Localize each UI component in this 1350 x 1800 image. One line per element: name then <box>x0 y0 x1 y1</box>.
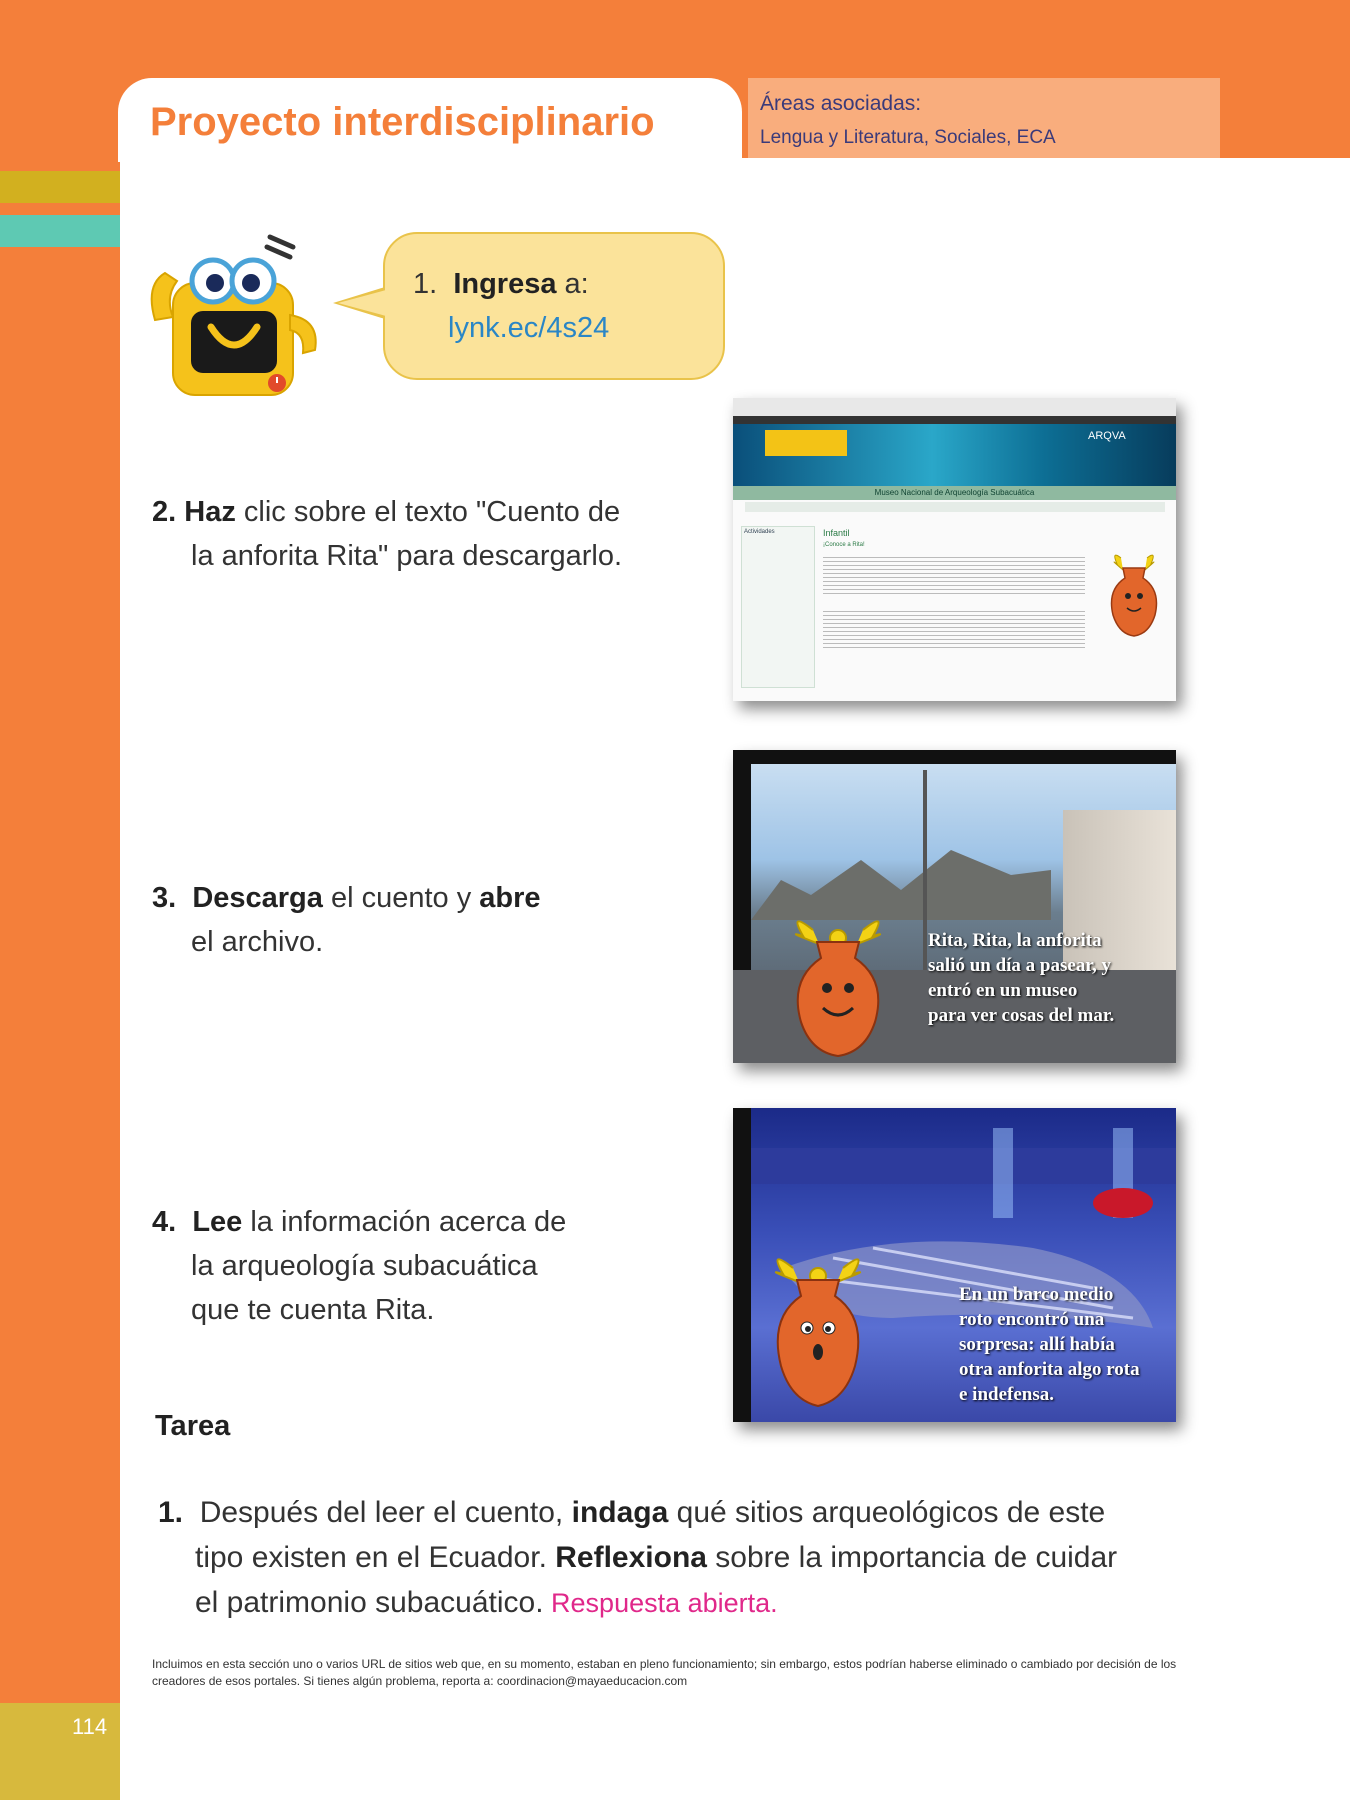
rita-amphora-icon <box>783 910 893 1060</box>
story-line: roto encontró una <box>959 1309 1105 1330</box>
rita-amphora-icon <box>1103 550 1165 640</box>
story-line: sorpresa: allí había <box>959 1334 1115 1355</box>
gold-stripe <box>0 171 120 203</box>
story-line: para ver cosas del mar. <box>928 1005 1115 1026</box>
site-sidebar <box>741 526 815 688</box>
robot-mascot-icon <box>145 225 345 410</box>
step-verb: Lee <box>192 1206 243 1238</box>
site-text-block-2 <box>823 608 1085 648</box>
story-text-1 <box>928 928 1114 1028</box>
teal-stripe <box>0 215 120 247</box>
display-column <box>993 1128 1013 1218</box>
step-text: la información acerca de <box>242 1206 567 1238</box>
step-3-line2: el archivo. <box>191 926 324 958</box>
site-banner-image <box>733 424 1176 486</box>
step-number: 3. <box>152 882 177 914</box>
step-2 <box>152 490 620 534</box>
step-number: 1. <box>413 268 438 300</box>
tarea-text: Después del leer el cuento, <box>199 1496 572 1529</box>
site-brand: ARQVA <box>1088 430 1126 442</box>
tarea-text: tipo existen en el Ecuador. <box>195 1541 556 1574</box>
rita-amphora-icon <box>763 1248 873 1413</box>
ministry-logo <box>765 430 847 456</box>
story-text-2 <box>959 1282 1140 1407</box>
step-4 <box>152 1200 566 1244</box>
step-text: a: <box>556 268 589 300</box>
tarea-verb: Reflexiona <box>555 1541 707 1574</box>
site-subhead: ¡Conoce a Rita! <box>823 542 865 548</box>
step-verb: Descarga <box>192 882 323 914</box>
bubble-tail-fill <box>338 290 386 316</box>
areas-value: Lengua y Literatura, Sociales, ECA <box>760 127 1056 148</box>
museum-website-screenshot <box>733 398 1176 701</box>
step-text: el cuento y <box>322 882 480 914</box>
step-4-line3: que te cuenta Rita. <box>191 1294 435 1326</box>
page-title: Proyecto interdisciplinario <box>150 100 655 144</box>
site-topbar <box>733 416 1176 424</box>
site-section: Infantil <box>823 528 850 538</box>
tarea-heading: Tarea <box>155 1410 231 1442</box>
story-line: otra anforita algo rota <box>959 1359 1140 1380</box>
story-line: salió un día a pasear, y <box>928 955 1112 976</box>
step-number: 4. <box>152 1206 177 1238</box>
sidebar-title: Actividades <box>744 529 775 535</box>
step-number: 1. <box>158 1496 184 1529</box>
page-number: 114 <box>72 1714 108 1739</box>
bubble-step-1 <box>413 262 589 306</box>
mountains <box>751 840 1051 920</box>
step-verb: Ingresa <box>453 268 557 300</box>
image-dark-border <box>733 1108 751 1422</box>
site-nav <box>745 502 1165 512</box>
site-banner-title: Museo Nacional de Arqueología Subacuática <box>733 486 1176 500</box>
story-line: e indefensa. <box>959 1384 1054 1405</box>
tarea-text: el patrimonio subacuático. <box>195 1586 544 1619</box>
footnote: Incluimos en esta sección uno o varios URL de sitios web que, en su momento, estaban en pleno funcionamiento; sin embargo, estos podrían haberse eliminado o cambiado por decisión de los creadores de esos portales. Si tienes algún problema, reporta a: coordinacion@mayaeducacion.com <box>152 1657 1177 1688</box>
lynk-link[interactable]: lynk.ec/4s24 <box>448 312 610 344</box>
areas-label: Áreas asociadas: <box>760 92 922 115</box>
tarea-text: sobre la importancia de cuidar <box>706 1541 1118 1574</box>
tarea-text: qué sitios arqueológicos de este <box>668 1496 1106 1529</box>
story-image-museum-exterior <box>733 750 1176 1063</box>
story-line: En un barco medio <box>959 1284 1114 1305</box>
tarea-line-3 <box>195 1580 778 1626</box>
flag-pole <box>923 770 927 990</box>
image-dark-border-top <box>733 750 1176 764</box>
tarea-item-1 <box>158 1490 1105 1535</box>
story-line: entró en un museo <box>928 980 1078 1001</box>
step-text: clic sobre el texto "Cuento de <box>235 496 621 528</box>
left-margin-band <box>0 158 120 1703</box>
site-text-block <box>823 554 1085 594</box>
story-line: Rita, Rita, la anforita <box>928 930 1102 951</box>
step-2-line2: la anforita Rita" para descargarlo. <box>191 540 623 572</box>
tarea-line-2 <box>195 1535 1117 1580</box>
step-verb: Haz <box>184 496 236 528</box>
answer-text: Respuesta abierta. <box>543 1588 778 1618</box>
step-3 <box>152 876 541 920</box>
tarea-verb: indaga <box>571 1496 669 1529</box>
step-number: 2. <box>152 496 177 528</box>
step-4-line2: la arqueología subacuática <box>191 1250 538 1282</box>
story-image-museum-interior <box>733 1108 1176 1422</box>
browser-bar <box>733 398 1176 417</box>
step-verb-2: abre <box>479 882 541 914</box>
